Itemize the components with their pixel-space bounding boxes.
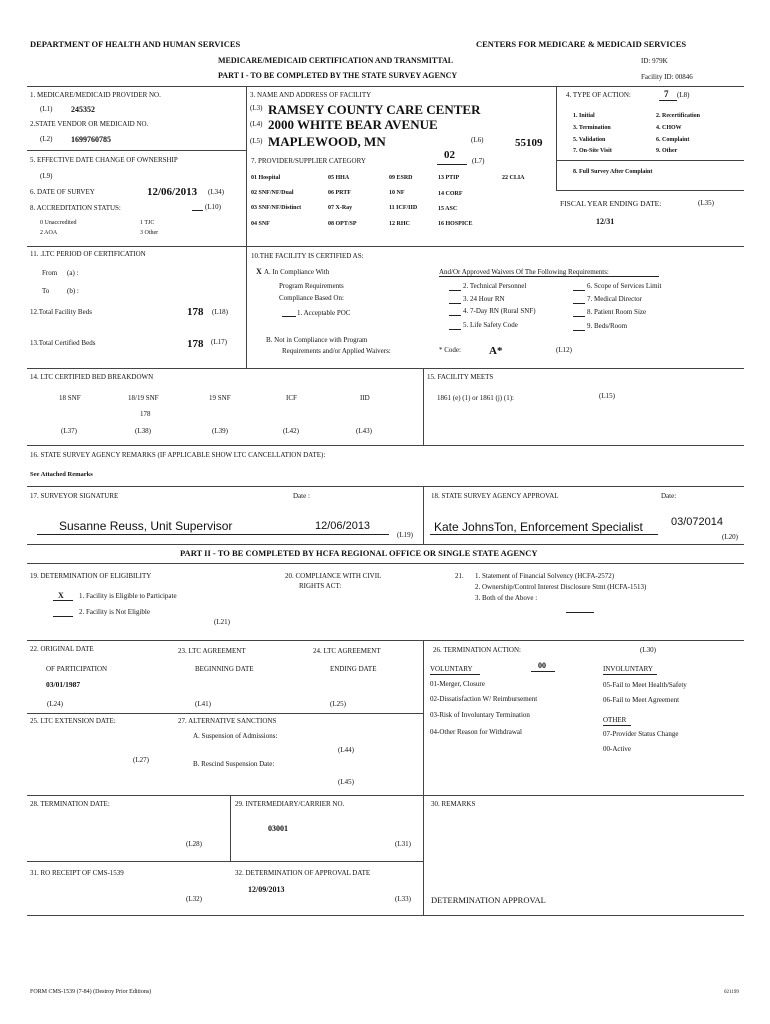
approval-date-label: 32. DETERMINATION OF APPROVAL DATE xyxy=(235,869,371,877)
voluntary-reason: 01-Merger, Closure xyxy=(430,680,485,688)
accred-option: 3 Other xyxy=(140,230,159,236)
category-option: 10 NF xyxy=(389,190,405,196)
provider-no-label: 1. MEDICARE/MEDICAID PROVIDER NO. xyxy=(30,91,161,99)
bed-ref: (L39) xyxy=(212,427,228,435)
accred-option: 1 TJC xyxy=(140,220,155,226)
part1-heading: PART I - TO BE COMPLETED BY THE STATE SURVEY AGENCY xyxy=(218,71,458,80)
termination-date-label: 28. TERMINATION DATE: xyxy=(30,800,110,808)
vendor-no-label: 2.STATE VENDOR OR MEDICAID NO. xyxy=(30,120,149,128)
l44-ref: (L44) xyxy=(338,746,354,754)
surveyor-signature: Susanne Reuss, Unit Supervisor xyxy=(59,519,233,533)
involuntary-reason: 05-Fail to Meet Health/Safety xyxy=(603,681,687,689)
fiscal-year-value: 12/31 xyxy=(596,217,615,226)
certified-as-label: 10.THE FACILITY IS CERTIFIED AS: xyxy=(251,252,364,260)
form-title: MEDICARE/MEDICAID CERTIFICATION AND TRANSMITTAL xyxy=(218,56,454,65)
remarks30-label: 30. REMARKS xyxy=(431,800,476,808)
category-option: 07 X-Ray xyxy=(328,205,353,211)
bed-ref: (L37) xyxy=(61,427,77,435)
type-of-action-value: 7 xyxy=(664,89,669,99)
eligible-option: 1. Facility is Eligible to Participate xyxy=(79,592,177,600)
category-option: 01 Hospital xyxy=(251,175,281,181)
l31-ref: (L31) xyxy=(395,840,411,848)
surveyor-signature-label: 17. SURVEYOR SIGNATURE xyxy=(30,492,119,500)
involuntary-label: INVOLUNTARY xyxy=(603,665,653,673)
termination-value: 00 xyxy=(538,661,546,670)
category-option: 12 RHC xyxy=(389,221,410,227)
l24-ref: (L24) xyxy=(47,700,63,708)
facility-id: Facility ID: 00846 xyxy=(641,73,693,81)
facility-meets-label: 15. FACILITY MEETS xyxy=(427,373,494,381)
l4-ref: (L4) xyxy=(250,120,263,128)
accreditation-label: 8. ACCREDITATION STATUS: xyxy=(30,204,121,212)
waiver-item: 5. Life Safety Code xyxy=(463,321,518,329)
intermediary-label: 29. INTERMEDIARY/CARRIER NO. xyxy=(235,800,345,808)
req-waivers-label: Requirements and/or Applied Waivers: xyxy=(282,347,391,355)
l9-ref: (L9) xyxy=(40,172,53,180)
l34-ref: (L34) xyxy=(208,188,224,196)
waiver-item: 3. 24 Hour RN xyxy=(463,295,505,303)
provider-category-label: 7. PROVIDER/SUPPLIER CATEGORY xyxy=(251,157,366,165)
original-date-value: 03/01/1987 xyxy=(46,680,81,689)
action-option: 3. Termination xyxy=(573,125,611,131)
accred-option: 0 Unaccredited xyxy=(40,220,77,226)
civil-rights-label: 20. COMPLIANCE WITH CIVIL xyxy=(285,572,382,580)
bed-col-header: 18/19 SNF xyxy=(128,394,159,402)
waiver-item: 7. Medical Director xyxy=(587,295,643,303)
l8-ref: (L8) xyxy=(677,91,690,99)
l15-ref: (L15) xyxy=(599,392,615,400)
l5-ref: (L5) xyxy=(250,137,263,145)
voluntary-reason: 02-Dissatisfaction W/ Reimbursement xyxy=(430,695,538,703)
l17-ref: (L17) xyxy=(211,338,227,346)
category-option: 03 SNF/NF/Distinct xyxy=(251,205,302,211)
accred-option: 2 AOA xyxy=(40,230,58,236)
l27-ref: (L27) xyxy=(133,756,149,764)
from-label: From xyxy=(42,269,58,277)
l2-ref: (L2) xyxy=(40,135,53,143)
category-option: 16 HOSPICE xyxy=(438,221,473,227)
suspension-label: A. Suspension of Admissions: xyxy=(193,732,278,740)
ltc-extension-label: 25. LTC EXTENSION DATE: xyxy=(30,717,116,725)
bed-ref: (L43) xyxy=(356,427,372,435)
bed-col-header: ICF xyxy=(286,394,297,402)
l41-ref: (L41) xyxy=(195,700,211,708)
surveyor-date: 12/06/2013 xyxy=(315,520,371,532)
ownership-change-label: 5. EFFECTIVE DATE CHANGE OF OWNERSHIP xyxy=(30,156,178,164)
facility-name: RAMSEY COUNTY CARE CENTER xyxy=(268,102,481,117)
certified-beds-label: 13.Total Certified Beds xyxy=(30,339,96,347)
ltc-agreement-begin-label: 23. LTC AGREEMENT xyxy=(178,647,246,655)
termination-action-label: 26. TERMINATION ACTION: xyxy=(433,646,521,654)
l19-ref: (L19) xyxy=(397,531,413,539)
determination-approval-label: DETERMINATION APPROVAL xyxy=(431,895,546,905)
certified-beds-value: 178 xyxy=(187,338,204,350)
other-reason: 00-Active xyxy=(603,745,631,753)
category-option: 13 PTIP xyxy=(438,175,460,181)
approved-waivers-label: And/Or Approved Waivers Of The Following Requirements: xyxy=(439,268,609,276)
bed-breakdown-label: 14. LTC CERTIFIED BED BREAKDOWN xyxy=(30,373,154,381)
l12-ref: (L12) xyxy=(556,346,572,354)
code-label: * Code: xyxy=(439,346,461,354)
action-option: 8. Full Survey After Complaint xyxy=(573,169,653,175)
remarks-value: See Attached Remarks xyxy=(30,471,93,478)
fiscal-year-label: FISCAL YEAR ENDING DATE: xyxy=(560,199,662,208)
waiver-item: 4. 7-Day RN (Rural SNF) xyxy=(463,307,536,315)
approval-date-value: 12/09/2013 xyxy=(248,885,285,894)
category-option: 02 SNF/NF/Dual xyxy=(251,190,294,196)
participation-label: OF PARTICIPATION xyxy=(46,665,108,673)
involuntary-reason: 06-Fail to Meet Agreement xyxy=(603,696,680,704)
voluntary-label: VOLUNTARY xyxy=(430,665,473,673)
action-option: 7. On-Site Visit xyxy=(573,148,612,154)
l25-ref: (L25) xyxy=(330,700,346,708)
in-compliance-label: A. In Compliance With xyxy=(264,268,330,276)
total-beds-label: 12.Total Facility Beds xyxy=(30,308,92,316)
agency-approval-label: 18. STATE SURVEY AGENCY APPROVAL xyxy=(431,492,559,500)
category-option: 22 CLIA xyxy=(502,175,525,181)
ro-receipt-label: 31. RO RECEIPT OF CMS-1539 xyxy=(30,869,124,877)
l18-ref: (L18) xyxy=(212,308,228,316)
date-of-survey-label: 6. DATE OF SURVEY xyxy=(30,188,95,196)
category-option: 11 ICF/IID xyxy=(389,205,418,211)
not-compliance-label: B. Not in Compliance with Program xyxy=(266,336,368,344)
category-option: 05 HHA xyxy=(328,175,350,181)
original-date-label: 22. ORIGINAL DATE xyxy=(30,645,94,653)
to-b-label: (b) : xyxy=(67,287,79,295)
eligibility-label: 19. DETERMINATION OF ELIGIBILITY xyxy=(30,572,152,580)
agency-signature: Kate JohnsTon, Enforcement Specialist xyxy=(434,520,643,534)
waiver-item: 2. Technical Personnel xyxy=(463,282,527,290)
from-a-label: (a) : xyxy=(67,269,79,277)
surveyor-date-label: Date : xyxy=(293,492,310,500)
ending-date-label: ENDING DATE xyxy=(330,665,377,673)
provider-no-value: 245352 xyxy=(71,105,95,114)
voluntary-reason: 03-Risk of Involuntary Termination xyxy=(430,711,530,719)
intermediary-value: 03001 xyxy=(268,824,288,833)
l28-ref: (L28) xyxy=(186,840,202,848)
l20-ref: (L20) xyxy=(722,533,738,541)
alt-sanctions-label: 27. ALTERNATIVE SANCTIONS xyxy=(178,717,277,725)
action-option: 4. CHOW xyxy=(656,125,682,131)
item21-option: 2. Ownership/Control Interest Disclosure Stmt (HCFA-1513) xyxy=(475,583,647,591)
total-beds-value: 178 xyxy=(187,306,204,318)
type-of-action-label: 4. TYPE OF ACTION: xyxy=(566,91,631,99)
l32-ref: (L32) xyxy=(186,895,202,903)
l6-ref: (L6) xyxy=(471,136,484,144)
remarks-label: 16. STATE SURVEY AGENCY REMARKS (IF APPLICABLE SHOW LTC CANCELLATION DATE): xyxy=(30,451,326,459)
vendor-no-value: 1699760785 xyxy=(71,135,111,144)
form-id: ID: 979K xyxy=(641,57,668,65)
ltc-period-label: 11. .LTC PERIOD OF CERTIFICATION xyxy=(30,250,146,258)
action-option: 9. Other xyxy=(656,148,678,154)
date-of-survey-value: 12/06/2013 xyxy=(147,186,198,198)
item21-option: 1. Statement of Financial Solvency (HCFA-2572) xyxy=(475,572,615,580)
category-option: 06 PRTF xyxy=(328,190,351,196)
other-label: OTHER xyxy=(603,716,627,724)
l3-ref: (L3) xyxy=(250,104,263,112)
eligible-x-mark: X xyxy=(58,591,64,600)
bed-col-header: 19 SNF xyxy=(209,394,231,402)
category-option: 14 CORF xyxy=(438,191,463,197)
provider-category-value: 02 xyxy=(444,149,455,161)
facility-city: MAPLEWOOD, MN xyxy=(268,134,386,149)
bed-col-header: 18 SNF xyxy=(59,394,81,402)
l7-ref: (L7) xyxy=(472,157,485,165)
cms-heading: CENTERS FOR MEDICARE & MEDICAID SERVICES xyxy=(476,39,687,49)
action-option: 5. Validation xyxy=(573,137,606,143)
l30-ref: (L30) xyxy=(640,646,656,654)
code-value: A* xyxy=(489,345,503,357)
form-number: FORM CMS-1539 (7-84) (Destroy Prior Editions) xyxy=(30,989,152,995)
ltc-agreement-end-label: 24. LTC AGREEMENT xyxy=(313,647,381,655)
l10-ref: (L10) xyxy=(205,203,221,211)
bed-col-header: IID xyxy=(360,394,370,402)
l45-ref: (L45) xyxy=(338,778,354,786)
category-option: 04 SNF xyxy=(251,221,270,227)
civil-rights-label-2: RIGHTS ACT: xyxy=(299,582,342,590)
facility-street: 2000 WHITE BEAR AVENUE xyxy=(268,117,438,132)
l21-ref: (L21) xyxy=(214,618,230,626)
action-option: 6. Complaint xyxy=(656,137,690,143)
bed-ref: (L38) xyxy=(135,427,151,435)
not-eligible-option: 2. Facility is Not Eligible xyxy=(79,608,150,616)
acceptable-poc-label: 1. Acceptable POC xyxy=(297,309,351,317)
category-option: 09 ESRD xyxy=(389,175,413,181)
category-option: 15 ASC xyxy=(438,206,458,212)
l35-ref: (L35) xyxy=(698,199,714,207)
voluntary-reason: 04-Other Reason for Withdrawal xyxy=(430,728,522,736)
action-option: 2. Recertification xyxy=(656,113,700,119)
item21-option: 3. Both of the Above : xyxy=(475,594,538,602)
rescind-label: B. Rescind Suspension Date: xyxy=(193,760,275,768)
bed-ref: (L42) xyxy=(283,427,299,435)
l33-ref: (L33) xyxy=(395,895,411,903)
agency-date: 03/072014 xyxy=(671,516,723,528)
item21-label: 21. xyxy=(455,572,464,580)
program-req-label: Program Requirements xyxy=(279,282,344,290)
l1-ref: (L1) xyxy=(40,105,53,113)
compliance-based-label: Compliance Based On: xyxy=(279,294,344,302)
waiver-item: 6. Scope of Services Limit xyxy=(587,282,662,290)
form-code: 021199 xyxy=(724,990,739,995)
part2-heading: PART II - TO BE COMPLETED BY HCFA REGIONAL OFFICE OR SINGLE STATE AGENCY xyxy=(180,548,538,558)
facility-meets-text: 1861 (e) (1) or 1861 (j) (1): xyxy=(437,394,514,402)
other-reason: 07-Provider Status Change xyxy=(603,730,679,738)
compliance-x-mark: X xyxy=(256,267,262,276)
agency-date-label: Date: xyxy=(661,492,677,500)
to-label: To xyxy=(42,287,50,295)
action-option: 1. Initial xyxy=(573,113,595,119)
facility-zip: 55109 xyxy=(515,137,543,149)
beginning-date-label: BEGINNING DATE xyxy=(195,665,254,673)
waiver-item: 9. Beds/Room xyxy=(587,322,628,330)
dept-heading: DEPARTMENT OF HEALTH AND HUMAN SERVICES xyxy=(30,39,241,49)
bed-breakdown-value: 178 xyxy=(140,410,151,418)
category-option: 08 OPT/SP xyxy=(328,221,357,227)
facility-address-label: 3. NAME AND ADDRESS OF FACILITY xyxy=(250,91,372,99)
waiver-item: 8. Patient Room Size xyxy=(587,308,647,316)
